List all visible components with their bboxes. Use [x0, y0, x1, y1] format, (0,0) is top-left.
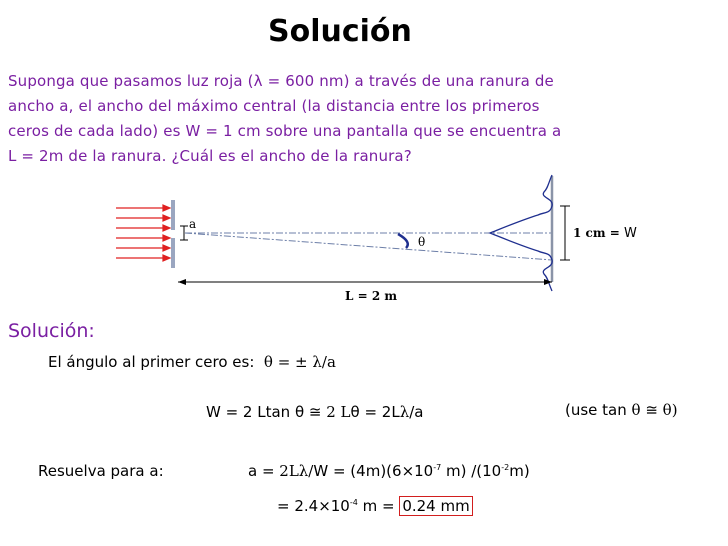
angle-label: θ	[418, 235, 426, 249]
slit-barrier	[171, 200, 188, 268]
slit-width-label: a	[189, 217, 197, 231]
tan-approximation-hint: (use tan θ ≅ θ)	[565, 401, 678, 419]
first-minimum-ray	[185, 233, 552, 260]
problem-line-2: ancho a, el ancho del máximo central (la distancia entre los primeros	[8, 97, 540, 115]
answer-box: 0.24 mm	[399, 496, 472, 516]
solve-equation: $a = 2L\lambda/W = (4m)(6\times 10^{-7}$ m) $/(10^{-2}m)$	[248, 462, 530, 480]
solve-label: Resuelva para a:	[38, 462, 164, 480]
page-title: Solución	[268, 14, 412, 49]
angle-arc	[398, 234, 408, 248]
angle-formula: θ = ± λ/a	[263, 353, 336, 371]
angle-text: El ángulo al primer cero es: θ = ± λ/a	[48, 353, 336, 371]
problem-line-1: Suponga que pasamos luz roja (λ = 600 nm) a través de una ranura de	[8, 72, 554, 90]
incident-light-arrows	[116, 205, 170, 261]
problem-line-3: ceros de cada lado) es W = 1 cm sobre una pantalla que se encuentra a	[8, 122, 562, 140]
width-label: 1 cm = W	[573, 226, 637, 241]
distance-label: L = 2 m	[345, 289, 398, 303]
problem-line-4: L = 2m de la ranura. ¿Cuál es el ancho de la ranura?	[8, 147, 412, 165]
solution-heading: Solución:	[8, 320, 95, 342]
result-line: = $2.4\times 10^{-4}$ m = 0.24 mm	[277, 497, 473, 515]
single-slit-diagram	[0, 170, 728, 315]
w-equation: W = 2 Ltan θ ≅ 2 Lθ = 2Lλ/a	[206, 403, 424, 421]
